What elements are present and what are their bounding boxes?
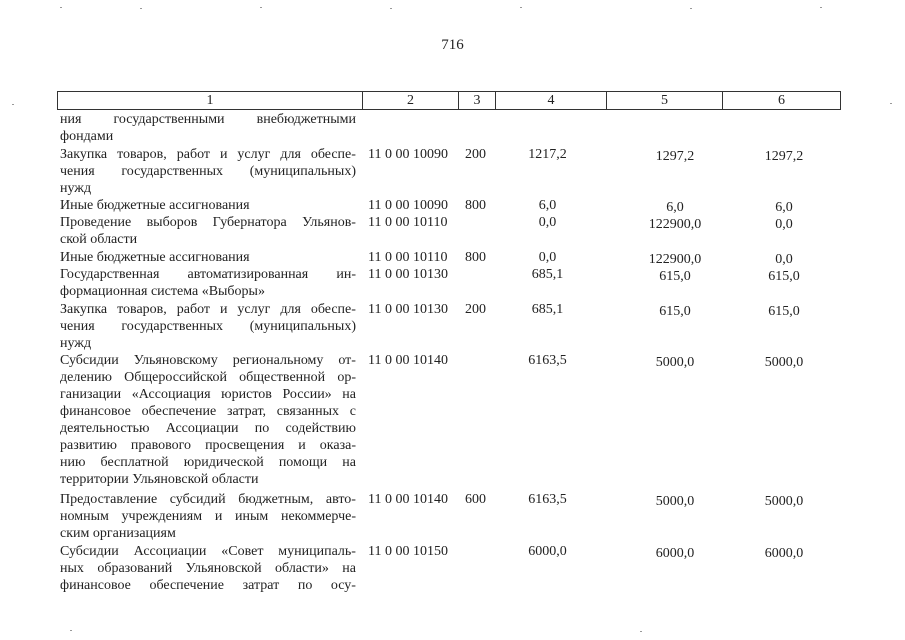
description-line (60, 214, 356, 231)
description-word: фондами (60, 129, 114, 144)
row-code: 11 0 00 10090 (368, 198, 448, 213)
row-value-col4: 1217,2 (528, 147, 567, 162)
scan-speck (60, 7, 62, 8)
description-word: автоматизированная (187, 267, 309, 282)
row-expense-type: 600 (465, 492, 486, 507)
description-word: нужд (60, 181, 92, 196)
description-line (60, 491, 356, 508)
row-expense-type: 800 (465, 250, 486, 265)
description-word: обеспе- (310, 302, 356, 317)
description-word: Ульяновскому (133, 353, 218, 368)
header-col-3: 3 (459, 92, 496, 109)
row-expense-type: 200 (465, 302, 486, 317)
row-value-col6: 615,0 (768, 269, 800, 284)
row-description (60, 111, 356, 145)
row-value-col4: 0,0 (538, 215, 557, 230)
row-value-col5: 122900,0 (648, 217, 702, 232)
description-word: Проведение (60, 215, 132, 230)
description-word: бюджетным, (238, 492, 314, 507)
description-line (60, 454, 356, 471)
row-code: 11 0 00 10110 (368, 250, 448, 265)
description-word: Предоставление (60, 492, 158, 507)
row-description (60, 543, 356, 594)
description-line (60, 111, 356, 128)
description-line (60, 180, 356, 197)
description-word: региональному (232, 353, 324, 368)
row-value-col5: 6,0 (666, 200, 684, 215)
description-word: осу- (330, 578, 356, 593)
description-word: субсидий (169, 492, 226, 507)
row-code: 11 0 00 10090 (368, 147, 448, 162)
row-value-col5: 5000,0 (655, 494, 695, 509)
row-code: 11 0 00 10130 (368, 267, 448, 282)
description-word: затрат (242, 578, 280, 593)
description-word: затрат, (226, 404, 267, 419)
description-word: работ (176, 302, 211, 317)
description-word: просвещения (205, 438, 285, 453)
description-word: оказа- (319, 438, 356, 453)
row-description (60, 266, 356, 300)
description-word: и (219, 302, 228, 317)
row-value-col6: 0,0 (775, 252, 793, 267)
description-word: формационная система «Выборы» (60, 284, 265, 299)
description-word: номным (60, 509, 109, 524)
scan-speck (890, 103, 892, 104)
description-word: (муниципальных) (249, 164, 356, 179)
description-word: общественной (239, 370, 326, 385)
description-line (60, 577, 356, 594)
description-word: услуг (237, 147, 271, 162)
description-word: юридической (183, 455, 264, 470)
description-word: финансовое (60, 578, 131, 593)
description-word: Закупка (60, 147, 108, 162)
description-word: для (280, 302, 301, 317)
description-line (60, 128, 356, 145)
description-word: области» (275, 561, 329, 576)
row-code: 11 0 00 10110 (368, 215, 448, 230)
description-word: и (298, 438, 306, 453)
row-value-col6: 615,0 (768, 304, 800, 319)
description-line (60, 560, 356, 577)
description-word: делению (60, 370, 112, 385)
row-description (60, 214, 356, 248)
description-word: внебюджетными (256, 112, 356, 127)
description-word: ским организациям (60, 526, 176, 541)
row-value-col4: 685,1 (531, 302, 564, 317)
description-word: обеспечение (141, 404, 217, 419)
row-value-col4: 6000,0 (528, 544, 567, 559)
description-line (60, 508, 356, 525)
description-line (60, 146, 356, 163)
description-line (60, 437, 356, 454)
description-word: помощи (278, 455, 328, 470)
header-col-4: 4 (496, 92, 607, 109)
description-line (60, 231, 356, 248)
description-line (60, 403, 356, 420)
description-line (60, 283, 356, 300)
description-line (60, 163, 356, 180)
description-word: учреждениям (121, 509, 203, 524)
row-value-col5: 5000,0 (655, 355, 695, 370)
description-word: (муниципальных) (249, 319, 356, 334)
row-code: 11 0 00 10150 (368, 544, 448, 559)
description-word: содействию (285, 421, 356, 436)
description-line (60, 369, 356, 386)
description-word: ния (60, 112, 82, 127)
row-value-col6: 6000,0 (764, 546, 804, 561)
description-line (60, 525, 356, 542)
scan-speck (820, 7, 822, 8)
description-word: чения (60, 164, 95, 179)
description-word: юристов (221, 387, 272, 402)
table-header (57, 91, 841, 110)
header-col-2: 2 (363, 92, 459, 109)
description-word: правового (130, 438, 192, 453)
scan-speck (640, 631, 642, 632)
description-word: обеспечение (149, 578, 224, 593)
description-word: государственных (121, 319, 224, 334)
description-line (60, 318, 356, 335)
description-word: государственными (113, 112, 225, 127)
row-code: 11 0 00 10140 (368, 492, 448, 507)
description-word: муниципаль- (278, 544, 356, 559)
description-word: «Совет (221, 544, 264, 559)
description-word: ской области (60, 232, 138, 247)
description-word: с (349, 404, 356, 419)
description-word: товаров, (117, 147, 167, 162)
scan-speck (390, 8, 392, 9)
description-word: на (342, 455, 356, 470)
description-word: для (280, 147, 301, 162)
description-word: по (254, 421, 270, 436)
row-value-col4: 685,1 (531, 267, 564, 282)
description-word: услуг (237, 302, 271, 317)
description-word: Общероссийской (124, 370, 227, 385)
description-word: выборов (146, 215, 198, 230)
header-col-5: 5 (607, 92, 723, 109)
row-description (60, 146, 356, 197)
row-value-col4: 0,0 (538, 250, 557, 265)
description-word: нужд (60, 336, 92, 351)
description-word: товаров, (117, 302, 167, 317)
description-word: «Ассоциация (131, 387, 211, 402)
description-line (60, 543, 356, 560)
description-word: Губернатора (212, 215, 287, 230)
description-word: Иные бюджетные ассигнования (60, 198, 250, 213)
description-word: обеспе- (310, 147, 356, 162)
row-value-col6: 0,0 (775, 217, 793, 232)
scan-speck (520, 7, 522, 8)
description-line (60, 249, 356, 266)
row-value-col5: 615,0 (659, 269, 691, 284)
description-word: некоммерче- (280, 509, 356, 524)
description-word: ганизации (60, 387, 122, 402)
scan-speck (260, 7, 262, 8)
row-value-col5: 615,0 (659, 304, 691, 319)
row-value-col6: 5000,0 (764, 355, 804, 370)
description-word: ин- (336, 267, 356, 282)
row-expense-type: 200 (465, 147, 486, 162)
description-word: бесплатной (100, 455, 169, 470)
description-word: нию (60, 455, 86, 470)
description-line (60, 335, 356, 352)
description-word: образований (97, 561, 173, 576)
description-word: чения (60, 319, 95, 334)
scan-speck (140, 8, 142, 9)
description-word: ных (60, 561, 84, 576)
description-word: на (342, 387, 356, 402)
row-description (60, 249, 356, 266)
row-value-col5: 122900,0 (648, 252, 702, 267)
scan-speck (70, 630, 72, 631)
header-col-1: 1 (58, 92, 363, 109)
row-value-col6: 6,0 (775, 200, 793, 215)
description-line (60, 386, 356, 403)
description-word: Субсидии (60, 544, 119, 559)
row-value-col4: 6163,5 (528, 492, 567, 507)
row-description (60, 301, 356, 352)
description-word: Иные бюджетные ассигнования (60, 250, 250, 265)
row-description (60, 352, 356, 488)
description-word: Закупка (60, 302, 108, 317)
header-col-6: 6 (778, 93, 785, 108)
description-word: территории Ульяновской области (60, 472, 259, 487)
description-word: государственных (121, 164, 224, 179)
description-word: деятельностью (60, 421, 150, 436)
row-expense-type: 800 (465, 198, 486, 213)
description-word: Ульянов- (302, 215, 356, 230)
row-value-col6: 1297,2 (764, 149, 804, 164)
row-description (60, 491, 356, 542)
row-code: 11 0 00 10130 (368, 302, 448, 317)
description-line (60, 420, 356, 437)
description-word: и (214, 509, 223, 524)
description-word: ор- (337, 370, 356, 385)
row-value-col6: 5000,0 (764, 494, 804, 509)
description-line (60, 197, 356, 214)
description-word: авто- (325, 492, 356, 507)
row-value-col4: 6,0 (538, 198, 557, 213)
description-word: работ (176, 147, 211, 162)
row-value-col4: 6163,5 (528, 353, 567, 368)
description-word: Ассоциации (165, 421, 239, 436)
description-word: развитию (60, 438, 117, 453)
description-line (60, 266, 356, 283)
description-word: России» (282, 387, 332, 402)
description-word: связанных (276, 404, 340, 419)
description-line (60, 301, 356, 318)
description-word: Субсидии (60, 353, 119, 368)
description-word: иным (235, 509, 269, 524)
description-line (60, 471, 356, 488)
description-word: от- (338, 353, 356, 368)
row-value-col5: 1297,2 (655, 149, 695, 164)
description-word: Государственная (60, 267, 160, 282)
row-value-col5: 6000,0 (655, 546, 695, 561)
scan-speck (12, 104, 14, 105)
description-word: по (297, 578, 313, 593)
row-description (60, 197, 356, 214)
scan-speck (690, 8, 692, 9)
description-word: на (342, 561, 356, 576)
description-word: Ассоциации (133, 544, 207, 559)
description-word: Ульяновской (185, 561, 262, 576)
description-line (60, 352, 356, 369)
page-number: 716 (441, 37, 464, 53)
description-word: финансовое (60, 404, 131, 419)
description-word: и (219, 147, 228, 162)
row-code: 11 0 00 10140 (368, 353, 448, 368)
